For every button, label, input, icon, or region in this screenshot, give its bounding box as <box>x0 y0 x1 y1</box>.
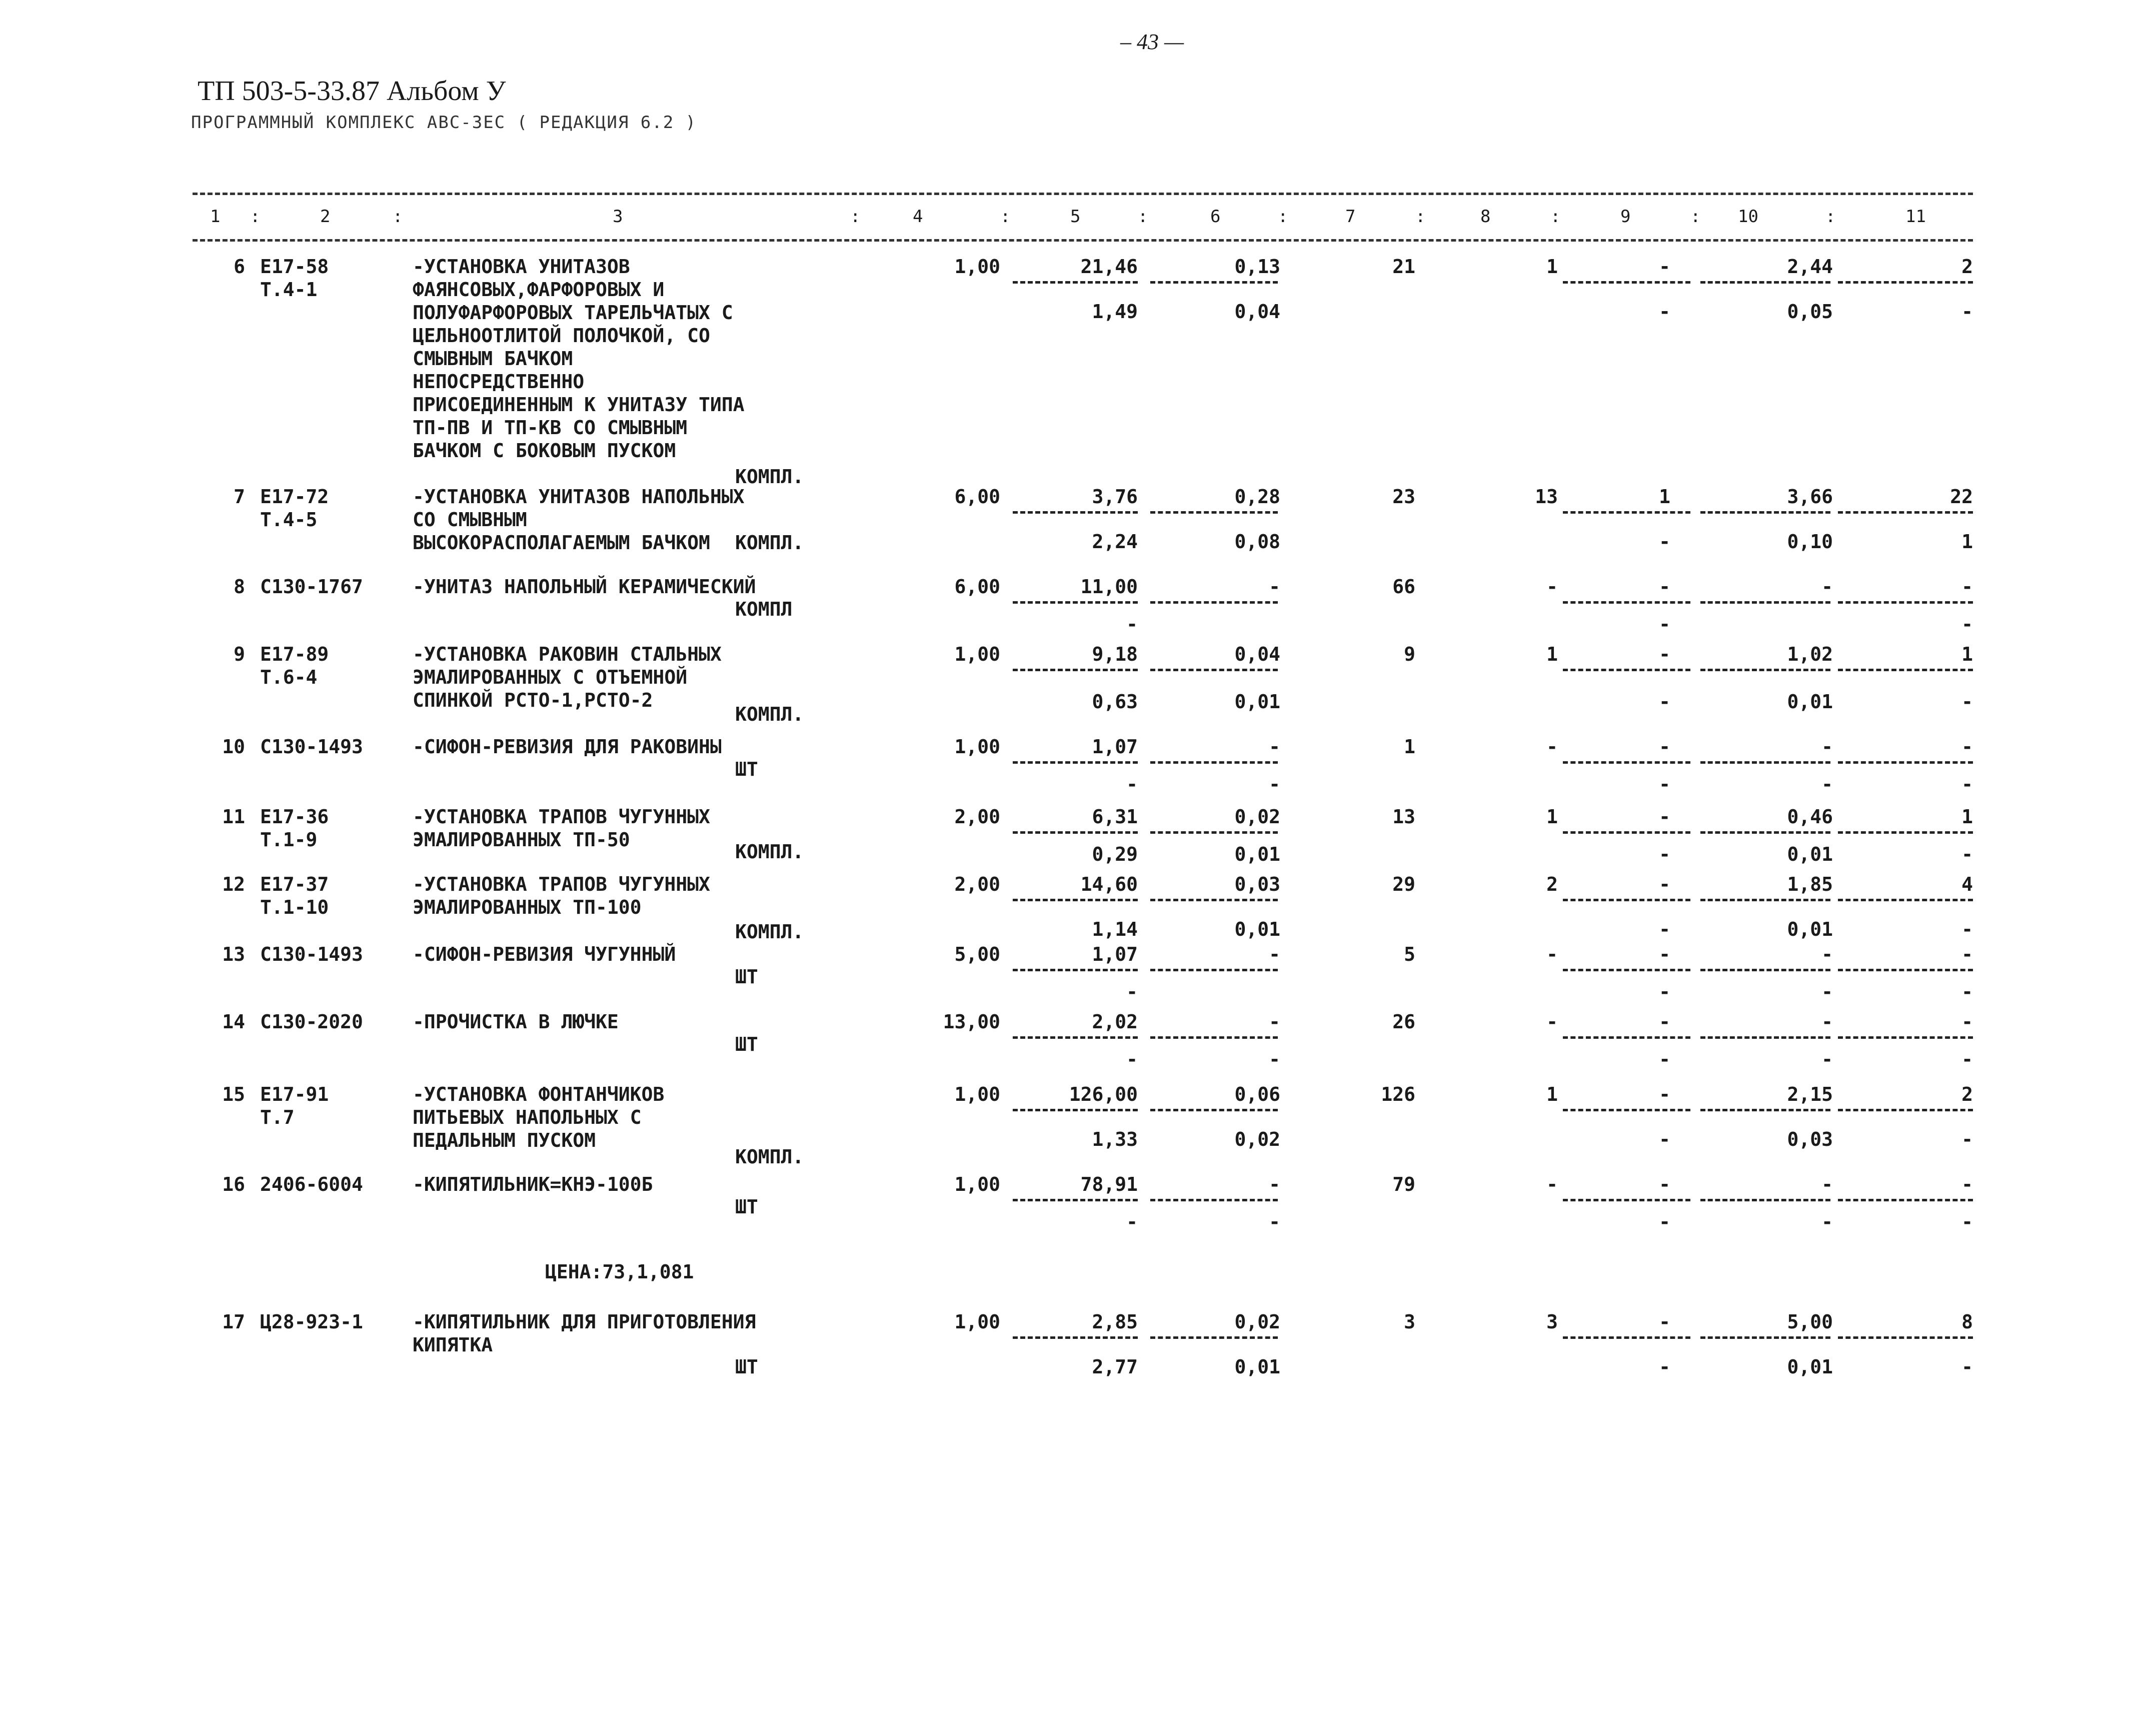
cell-s10: - <box>1821 981 1833 1003</box>
column-header: 4 <box>913 207 923 227</box>
row-number: 17 <box>222 1311 245 1333</box>
cell-c7: 23 <box>1392 486 1415 508</box>
dashed-separator <box>1013 601 1138 604</box>
cell-c5: 1,07 <box>1092 943 1138 965</box>
row-number: 10 <box>222 736 245 758</box>
cell-c4: 6,00 <box>954 486 1000 508</box>
cell-s10: 0,01 <box>1787 1356 1833 1378</box>
cell-s6: - <box>1269 773 1280 795</box>
cell-s9: - <box>1659 1048 1670 1070</box>
cell-s11: - <box>1961 981 1973 1003</box>
column-header: 1 <box>210 207 221 227</box>
cell-s6: 0,02 <box>1234 1128 1280 1150</box>
cell-c4: 1,00 <box>954 1173 1000 1195</box>
dashed-separator <box>1838 1109 1973 1111</box>
item-description: -УСТАНОВКА УНИТАЗОВ ФАЯНСОВЫХ,ФАРФОРОВЫХ И ПОЛУФАРФОРОВЫХ ТАРЕЛЬЧАТЫХ С ЦЕЛЬНООТЛИТОЙ ПОЛОЧКОЙ, СО СМЫВНЫМ БАЧКОМ НЕПОСРЕДСТВЕННО ПРИСОЕДИНЕННЫМ К УНИТАЗУ ТИПА ТП-ПВ И ТП-КВ СО СМЫВНЫМ БАЧКОМ С БОКОВЫМ ПУСКОМ <box>413 256 745 462</box>
column-header: 8 <box>1480 207 1491 227</box>
cell-s10: 0,10 <box>1787 531 1833 553</box>
cell-c4: 1,00 <box>954 1311 1000 1333</box>
cell-c7: 9 <box>1404 643 1415 665</box>
row-number: 8 <box>234 576 245 598</box>
cell-c6: - <box>1269 736 1280 758</box>
cell-s11: - <box>1961 613 1973 635</box>
cell-s9: - <box>1659 1128 1670 1150</box>
cell-s9: - <box>1659 918 1670 940</box>
cell-c6: - <box>1269 1011 1280 1033</box>
dashed-separator <box>1838 1036 1973 1039</box>
cell-s10: 0,03 <box>1787 1128 1833 1150</box>
item-description: -УНИТАЗ НАПОЛЬНЫЙ КЕРАМИЧЕСКИЙ <box>413 576 756 598</box>
dashed-separator <box>1150 831 1278 834</box>
dashed-separator <box>1838 669 1973 671</box>
row-number: 14 <box>222 1011 245 1033</box>
cell-s10: - <box>1821 773 1833 795</box>
cell-c7: 79 <box>1392 1173 1415 1195</box>
cell-c6: 0,28 <box>1234 486 1280 508</box>
cell-c6: - <box>1269 1173 1280 1195</box>
cell-s11: - <box>1961 301 1973 323</box>
dashed-separator <box>1838 281 1973 284</box>
dashed-separator <box>1563 1336 1690 1339</box>
unit-label: ШТ <box>735 758 758 780</box>
table-top-rule <box>193 193 1973 195</box>
item-code: 2406-6004 <box>260 1173 363 1195</box>
item-code: С130-1493 <box>260 943 363 965</box>
cell-c5: 6,31 <box>1092 806 1138 828</box>
cell-c8: - <box>1546 576 1558 598</box>
cell-s5: - <box>1126 981 1138 1003</box>
item-code: С130-1767 <box>260 576 363 598</box>
item-description: -СИФОН-РЕВИЗИЯ ДЛЯ РАКОВИНЫ <box>413 736 722 758</box>
dashed-separator <box>1013 1336 1138 1339</box>
unit-label: КОМПЛ <box>735 598 793 620</box>
cell-s11: - <box>1961 1211 1973 1233</box>
unit-label: КОМПЛ. <box>735 841 804 863</box>
cell-c9: - <box>1659 643 1670 665</box>
item-description: -КИПЯТИЛЬНИК=КНЭ-100Б <box>413 1173 653 1195</box>
dashed-separator <box>1700 1336 1830 1339</box>
cell-c11: 22 <box>1950 486 1973 508</box>
cell-c8: - <box>1546 1011 1558 1033</box>
table-header-rule <box>193 239 1973 242</box>
cell-c5: 14,60 <box>1080 873 1138 895</box>
dashed-separator <box>1013 1109 1138 1111</box>
item-description: -УСТАНОВКА УНИТАЗОВ НАПОЛЬНЫХ СО СМЫВНЫМ ВЫСОКОРАСПОЛАГАЕМЫМ БАЧКОМ <box>413 486 745 554</box>
cell-c5: 1,07 <box>1092 736 1138 758</box>
cell-c10: 3,66 <box>1787 486 1833 508</box>
item-description: -УСТАНОВКА ТРАПОВ ЧУГУННЫХ ЭМАЛИРОВАННЫХ ТП-50 <box>413 806 710 851</box>
cell-c7: 66 <box>1392 576 1415 598</box>
cell-c11: - <box>1961 576 1973 598</box>
dashed-separator <box>1013 831 1138 834</box>
cell-s5: 2,77 <box>1092 1356 1138 1378</box>
cell-c5: 126,00 <box>1069 1083 1138 1105</box>
row-number: 15 <box>222 1083 245 1105</box>
cell-s9: - <box>1659 691 1670 713</box>
cell-c4: 1,00 <box>954 643 1000 665</box>
column-header: 7 <box>1345 207 1356 227</box>
cell-c4: 6,00 <box>954 576 1000 598</box>
cell-c6: - <box>1269 576 1280 598</box>
cell-s10: 0,01 <box>1787 843 1833 865</box>
cell-c5: 2,02 <box>1092 1011 1138 1033</box>
cell-s9: - <box>1659 1211 1670 1233</box>
cell-s11: - <box>1961 1048 1973 1070</box>
dashed-separator <box>1838 1336 1973 1339</box>
cell-c6: 0,02 <box>1234 806 1280 828</box>
column-header: 5 <box>1070 207 1081 227</box>
cell-c8: - <box>1546 736 1558 758</box>
cell-c11: 4 <box>1961 873 1973 895</box>
item-code: С130-1493 <box>260 736 363 758</box>
cell-s5: - <box>1126 773 1138 795</box>
cell-c9: - <box>1659 1173 1670 1195</box>
dashed-separator <box>1150 1109 1278 1111</box>
cell-c9: - <box>1659 806 1670 828</box>
dashed-separator <box>1700 1199 1830 1201</box>
cell-s6: - <box>1269 1048 1280 1070</box>
dashed-separator <box>1563 601 1690 604</box>
dashed-separator <box>1563 1036 1690 1039</box>
dashed-separator <box>1013 761 1138 764</box>
column-separator: : <box>1278 207 1288 227</box>
cell-c7: 29 <box>1392 873 1415 895</box>
cell-s9: - <box>1659 301 1670 323</box>
cell-c10: - <box>1821 736 1833 758</box>
cell-s11: - <box>1961 773 1973 795</box>
cell-c10: 1,85 <box>1787 873 1833 895</box>
cell-s6: 0,01 <box>1234 918 1280 940</box>
cell-c5: 3,76 <box>1092 486 1138 508</box>
cell-c10: 2,44 <box>1787 256 1833 278</box>
cell-c6: 0,02 <box>1234 1311 1280 1333</box>
cell-s9: - <box>1659 1356 1670 1378</box>
dashed-separator <box>1838 1199 1973 1201</box>
cell-c5: 78,91 <box>1080 1173 1138 1195</box>
cell-c9: - <box>1659 1311 1670 1333</box>
cell-c7: 21 <box>1392 256 1415 278</box>
item-code: Е17-72 Т.4-5 <box>260 486 329 531</box>
column-header: 2 <box>320 207 331 227</box>
cell-c7: 126 <box>1381 1083 1415 1105</box>
cell-c7: 13 <box>1392 806 1415 828</box>
cell-c4: 1,00 <box>954 736 1000 758</box>
cell-c6: 0,04 <box>1234 643 1280 665</box>
dashed-separator <box>1563 281 1690 284</box>
cell-s5: - <box>1126 1211 1138 1233</box>
dashed-separator <box>1700 281 1830 284</box>
cell-c5: 9,18 <box>1092 643 1138 665</box>
row-number: 7 <box>234 486 245 508</box>
dashed-separator <box>1013 899 1138 901</box>
cell-s5: 2,24 <box>1092 531 1138 553</box>
cell-c11: 2 <box>1961 256 1973 278</box>
dashed-separator <box>1700 1109 1830 1111</box>
cell-c6: 0,06 <box>1234 1083 1280 1105</box>
dashed-separator <box>1150 1336 1278 1339</box>
cell-s5: - <box>1126 1048 1138 1070</box>
cell-c8: 1 <box>1546 256 1558 278</box>
column-separator: : <box>1000 207 1011 227</box>
cell-c4: 2,00 <box>954 873 1000 895</box>
document-title: ТП 503-5-33.87 Альбом У <box>198 76 506 107</box>
cell-c4: 1,00 <box>954 1083 1000 1105</box>
dashed-separator <box>1700 511 1830 514</box>
unit-label: ШТ <box>735 966 758 988</box>
cell-c9: - <box>1659 1083 1670 1105</box>
cell-c8: - <box>1546 943 1558 965</box>
cell-c10: - <box>1821 1011 1833 1033</box>
dashed-separator <box>1700 669 1830 671</box>
cell-c5: 11,00 <box>1080 576 1138 598</box>
cell-s5: 1,33 <box>1092 1128 1138 1150</box>
dashed-separator <box>1700 899 1830 901</box>
column-separator: : <box>850 207 861 227</box>
dashed-separator <box>1700 761 1830 764</box>
dashed-separator <box>1150 761 1278 764</box>
dashed-separator <box>1838 511 1973 514</box>
unit-label: КОМПЛ. <box>735 921 804 943</box>
unit-label: КОМПЛ. <box>735 532 804 554</box>
dashed-separator <box>1700 1036 1830 1039</box>
cell-s11: 1 <box>1961 531 1973 553</box>
column-separator: : <box>1138 207 1148 227</box>
item-description: -УСТАНОВКА ТРАПОВ ЧУГУННЫХ ЭМАЛИРОВАННЫХ ТП-100 <box>413 873 710 918</box>
dashed-separator <box>1013 1199 1138 1201</box>
unit-label: ШТ <box>735 1356 758 1378</box>
row-number: 9 <box>234 643 245 665</box>
item-code: С130-2020 <box>260 1011 363 1033</box>
dashed-separator <box>1150 899 1278 901</box>
cell-s6: 0,08 <box>1234 531 1280 553</box>
cell-c11: - <box>1961 1173 1973 1195</box>
cell-c5: 2,85 <box>1092 1311 1138 1333</box>
dashed-separator <box>1563 511 1690 514</box>
dashed-separator <box>1563 1109 1690 1111</box>
cell-c10: - <box>1821 576 1833 598</box>
cell-s5: 1,49 <box>1092 301 1138 323</box>
cell-c6: 0,03 <box>1234 873 1280 895</box>
item-description: -ПРОЧИСТКА В ЛЮЧКЕ <box>413 1011 619 1033</box>
cell-s11: - <box>1961 1128 1973 1150</box>
dashed-separator <box>1838 831 1973 834</box>
unit-label: ШТ <box>735 1033 758 1055</box>
item-description: -УСТАНОВКА РАКОВИН СТАЛЬНЫХ ЭМАЛИРОВАННЫХ С ОТЪЕМНОЙ СПИНКОЙ РСТО-1,РСТО-2 <box>413 643 722 711</box>
cell-c7: 5 <box>1404 943 1415 965</box>
cell-s9: - <box>1659 843 1670 865</box>
cell-c9: - <box>1659 736 1670 758</box>
dashed-separator <box>1563 761 1690 764</box>
cell-c4: 1,00 <box>954 256 1000 278</box>
dashed-separator <box>1150 669 1278 671</box>
dashed-separator <box>1700 969 1830 971</box>
dashed-separator <box>1700 601 1830 604</box>
item-code: Е17-91 Т.7 <box>260 1083 329 1128</box>
cell-s5: 0,29 <box>1092 843 1138 865</box>
cell-s6: 0,01 <box>1234 843 1280 865</box>
column-header: 11 <box>1905 207 1926 227</box>
cell-c8: 1 <box>1546 1083 1558 1105</box>
row-number: 11 <box>222 806 245 828</box>
cell-c9: - <box>1659 1011 1670 1033</box>
item-code: Ц28-923-1 <box>260 1311 363 1333</box>
dashed-separator <box>1013 669 1138 671</box>
cell-c9: 1 <box>1659 486 1670 508</box>
item-description: -КИПЯТИЛЬНИК ДЛЯ ПРИГОТОВЛЕНИЯ КИПЯТКА <box>413 1311 756 1356</box>
cell-c9: - <box>1659 873 1670 895</box>
row-number: 13 <box>222 943 245 965</box>
cell-c9: - <box>1659 256 1670 278</box>
column-header: 3 <box>613 207 623 227</box>
cell-c10: 0,46 <box>1787 806 1833 828</box>
cell-c8: 1 <box>1546 643 1558 665</box>
item-code: Е17-36 Т.1-9 <box>260 806 329 851</box>
column-header: 10 <box>1738 207 1758 227</box>
cell-c7: 3 <box>1404 1311 1415 1333</box>
item-description: -УСТАНОВКА ФОНТАНЧИКОВ ПИТЬЕВЫХ НАПОЛЬНЫХ С ПЕДАЛЬНЫМ ПУСКОМ <box>413 1083 665 1151</box>
cell-c9: - <box>1659 943 1670 965</box>
unit-label: КОМПЛ. <box>735 1146 804 1168</box>
cell-s10: 0,05 <box>1787 301 1833 323</box>
cell-s9: - <box>1659 531 1670 553</box>
cell-s9: - <box>1659 773 1670 795</box>
cell-c11: - <box>1961 1011 1973 1033</box>
page-number: – 43 — <box>1120 30 1184 54</box>
cell-s6: 0,01 <box>1234 1356 1280 1378</box>
dashed-separator <box>1013 511 1138 514</box>
cell-c8: 3 <box>1546 1311 1558 1333</box>
cell-c10: 2,15 <box>1787 1083 1833 1105</box>
cell-s11: - <box>1961 843 1973 865</box>
dashed-separator <box>1563 1199 1690 1201</box>
dashed-separator <box>1150 969 1278 971</box>
dashed-separator <box>1150 511 1278 514</box>
cell-s5: 0,63 <box>1092 691 1138 713</box>
column-separator: : <box>250 207 261 227</box>
cell-c9: - <box>1659 576 1670 598</box>
cell-s6: - <box>1269 1211 1280 1233</box>
item-description: -СИФОН-РЕВИЗИЯ ЧУГУННЫЙ <box>413 943 676 965</box>
dashed-separator <box>1013 969 1138 971</box>
row-number: 16 <box>222 1173 245 1195</box>
cell-c4: 13,00 <box>943 1011 1000 1033</box>
cell-s10: 0,01 <box>1787 918 1833 940</box>
cell-c8: 2 <box>1546 873 1558 895</box>
dashed-separator <box>1838 969 1973 971</box>
cell-s11: - <box>1961 918 1973 940</box>
item-code: Е17-58 Т.4-1 <box>260 256 329 301</box>
unit-label: КОМПЛ. <box>735 703 804 725</box>
cell-c8: 13 <box>1535 486 1558 508</box>
cell-c11: 1 <box>1961 643 1973 665</box>
column-header: 6 <box>1210 207 1221 227</box>
cell-s9: - <box>1659 613 1670 635</box>
dashed-separator <box>1150 1199 1278 1201</box>
cell-c10: - <box>1821 1173 1833 1195</box>
item-code: Е17-37 Т.1-10 <box>260 873 329 918</box>
cell-s11: - <box>1961 1356 1973 1378</box>
unit-label: ШТ <box>735 1196 758 1218</box>
dashed-separator <box>1563 831 1690 834</box>
column-header: 9 <box>1620 207 1631 227</box>
cell-c8: 1 <box>1546 806 1558 828</box>
row-number: 6 <box>234 256 245 278</box>
cell-c11: 8 <box>1961 1311 1973 1333</box>
cell-c10: 1,02 <box>1787 643 1833 665</box>
column-separator: : <box>1825 207 1836 227</box>
cell-s6: 0,04 <box>1234 301 1280 323</box>
cell-c11: 1 <box>1961 806 1973 828</box>
cell-c4: 2,00 <box>954 806 1000 828</box>
cell-s5: - <box>1126 613 1138 635</box>
dashed-separator <box>1838 899 1973 901</box>
dashed-separator <box>1563 899 1690 901</box>
column-separator: : <box>1690 207 1701 227</box>
column-separator: : <box>1550 207 1561 227</box>
row-number: 12 <box>222 873 245 895</box>
cell-s6: 0,01 <box>1234 691 1280 713</box>
cell-s10: - <box>1821 1211 1833 1233</box>
cell-s11: - <box>1961 691 1973 713</box>
dashed-separator <box>1838 761 1973 764</box>
cell-s9: - <box>1659 981 1670 1003</box>
cell-s10: 0,01 <box>1787 691 1833 713</box>
dashed-separator <box>1150 1036 1278 1039</box>
cell-s10: - <box>1821 1048 1833 1070</box>
cell-c10: 5,00 <box>1787 1311 1833 1333</box>
cell-c5: 21,46 <box>1080 256 1138 278</box>
dashed-separator <box>1013 281 1138 284</box>
column-separator: : <box>393 207 403 227</box>
cell-c10: - <box>1821 943 1833 965</box>
program-line: ПРОГРАММНЫЙ КОМПЛЕКС АВС-ЗЕС ( РЕДАКЦИЯ 6.2 ) <box>191 113 697 133</box>
cell-c11: 2 <box>1961 1083 1973 1105</box>
dashed-separator <box>1838 601 1973 604</box>
cell-c11: - <box>1961 736 1973 758</box>
column-separator: : <box>1415 207 1426 227</box>
cell-s5: 1,14 <box>1092 918 1138 940</box>
cell-c6: - <box>1269 943 1280 965</box>
dashed-separator <box>1563 669 1690 671</box>
cell-c6: 0,13 <box>1234 256 1280 278</box>
dashed-separator <box>1150 281 1278 284</box>
item-code: Е17-89 Т.6-4 <box>260 643 329 688</box>
price-note: ЦЕНА:73,1,081 <box>545 1261 694 1283</box>
cell-c4: 5,00 <box>954 943 1000 965</box>
dashed-separator <box>1013 1036 1138 1039</box>
cell-c7: 1 <box>1404 736 1415 758</box>
unit-label: КОМПЛ. <box>735 466 804 488</box>
dashed-separator <box>1563 969 1690 971</box>
dashed-separator <box>1150 601 1278 604</box>
cell-c7: 26 <box>1392 1011 1415 1033</box>
cell-c8: - <box>1546 1173 1558 1195</box>
cell-c11: - <box>1961 943 1973 965</box>
dashed-separator <box>1700 831 1830 834</box>
